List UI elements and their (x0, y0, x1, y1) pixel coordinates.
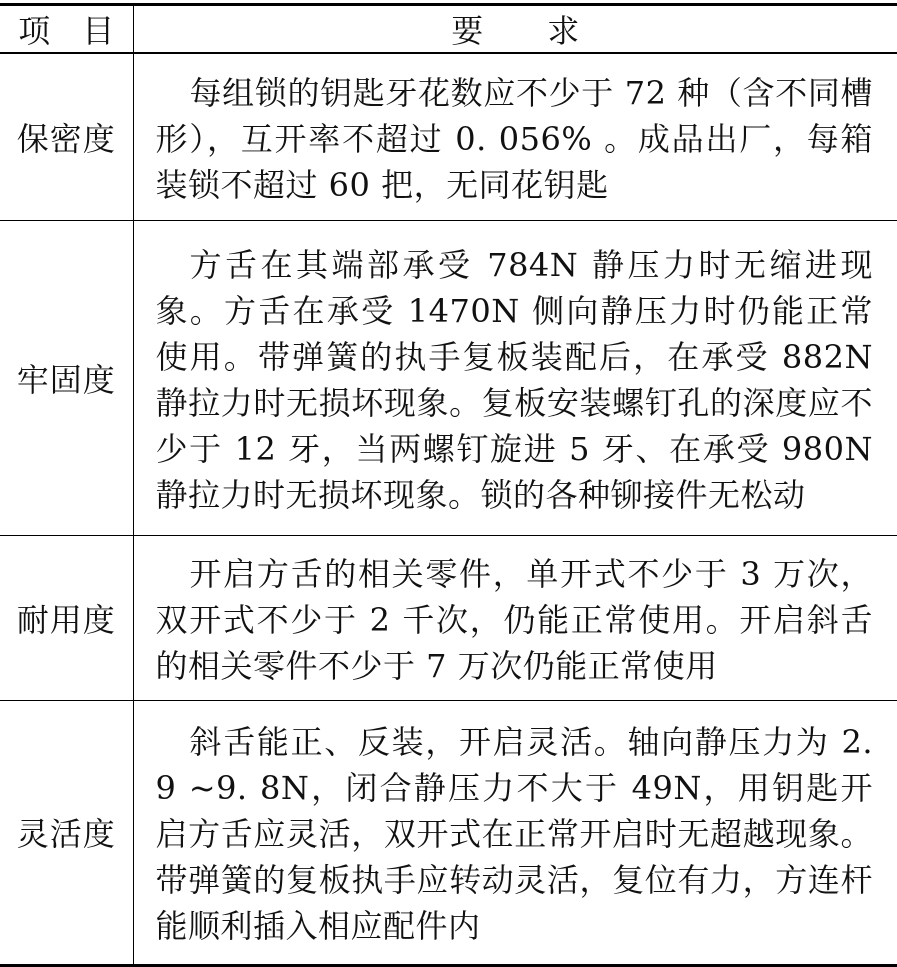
row-item-secrecy: 保密度 (0, 53, 133, 220)
row-requirement-durability: 开启方舌的相关零件，单开式不少于 3 万次，双开式不少于 2 千次，仍能正常使用。开启斜舌的相关零件不少于 7 万次仍能正常使用 (155, 554, 873, 685)
row-item-strength: 牢固度 (0, 220, 133, 535)
requirements-table (0, 3, 897, 967)
row-item-durability: 耐用度 (0, 535, 133, 700)
table-body (0, 53, 897, 965)
header-requirement: 要 求 (451, 12, 580, 50)
header-item: 项 目 (0, 5, 133, 54)
header-row (0, 5, 897, 54)
row-item-flexibility: 灵活度 (0, 700, 133, 965)
row-requirement-secrecy: 每组锁的钥匙牙花数应不少于 72 种（含不同槽形），互开率不超过 0. 056% 。成品出厂，每箱装锁不超过 60 把，无同花钥匙 (155, 73, 873, 204)
table-header (0, 5, 897, 54)
row-requirement-flexibility: 斜舌能正、反装，开启灵活。轴向静压力为 2. 9 ~9. 8N，闭合静压力不大于 49N，用钥匙开启方舌应灵活，双开式在正常开启时无超越现象。带弹簧的复板执手应转动灵活，复位有力，方连杆能顺利插入相应配件内 (155, 723, 873, 945)
table-row (0, 700, 897, 965)
table-row (0, 220, 897, 535)
table-row (0, 53, 897, 220)
row-requirement-strength: 方舌在其端部承受 784N 静压力时无缩进现象。方舌在承受 1470N 侧向静压力时仍能正常使用。带弹簧的执手复板装配后，在承受 882N 静拉力时无损坏现象。复板安装螺钉孔的深度应不少于 12 牙，当两螺钉旋进 5 牙、在承受 980N 静拉力时无损坏现象。锁的各种铆接件无松动 (155, 245, 873, 514)
table-row (0, 535, 897, 700)
